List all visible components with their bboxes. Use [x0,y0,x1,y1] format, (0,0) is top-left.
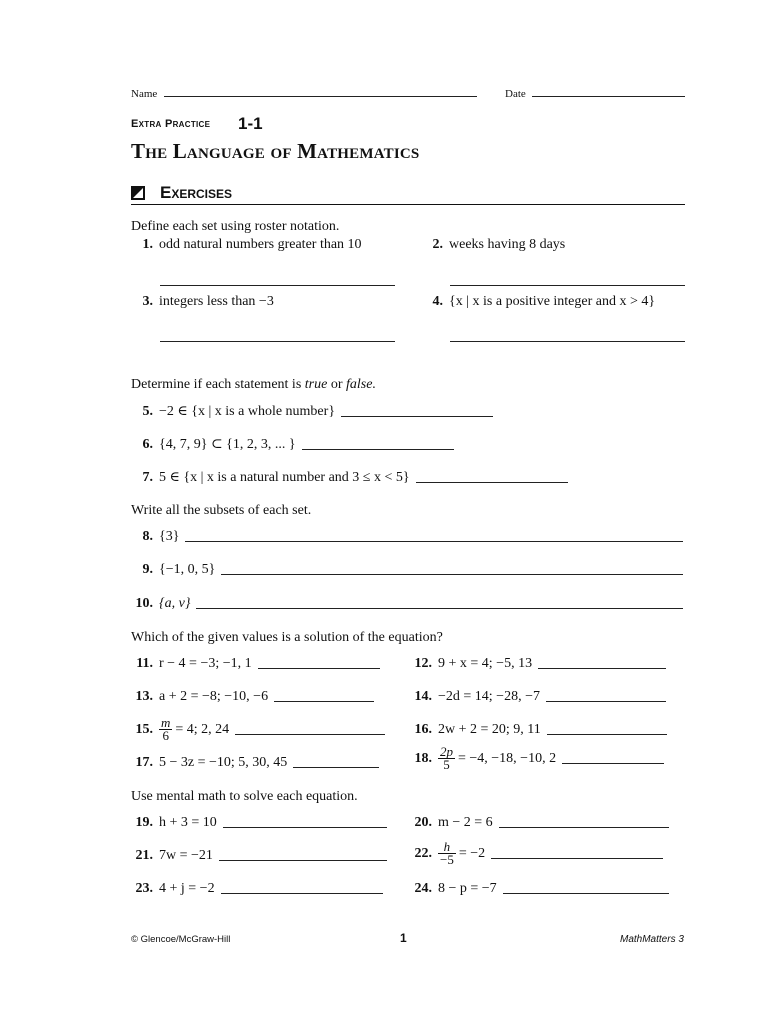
problem-text: 2w + 2 = 20; 9, 11 [438,722,541,737]
problem-text: {x | x is a positive integer and x > 4} [449,294,656,309]
problem-2 [421,237,565,253]
problem-21 [131,848,387,864]
problem-15 [131,717,385,742]
problem-number: 19. [135,815,153,830]
answer-line-11[interactable] [258,668,380,669]
problem-number: 5. [142,404,153,419]
problem-number: 13. [135,689,153,704]
answer-line-2[interactable] [450,285,685,286]
problem-18 [410,746,664,771]
problem-text: 9 + x = 4; −5, 13 [438,656,533,671]
problem-number: 16. [414,722,432,737]
problem-23 [131,881,383,897]
problem-number: 7. [142,470,153,485]
answer-line-23[interactable] [221,893,383,894]
answer-line-9[interactable] [221,574,683,575]
problem-number: 14. [414,689,432,704]
problem-number: 20. [414,815,432,830]
problem-number: 15. [135,721,153,737]
problem-number: 6. [142,437,153,452]
problem-number: 1. [142,237,153,252]
problem-number: 17. [135,755,153,770]
problem-text: 5 ∈ {x | x is a natural number and 3 ≤ x < 5} [159,470,410,485]
fraction: $\frac{2p}{5}$ [440,744,453,772]
problem-5 [131,403,493,420]
name-label: Name [131,88,158,100]
problem-1 [131,237,362,253]
exercises-icon [131,186,145,200]
problem-text: a + 2 = −8; −10, −6 [159,689,269,704]
problem-7 [131,469,568,486]
instruction-truefalse: Determine if each statement is true or false. [131,377,376,392]
date-field[interactable] [532,96,685,97]
answer-line-10[interactable] [196,608,683,609]
answer-line-8[interactable] [185,541,683,542]
problem-number: 3. [142,294,153,309]
problem-number: 21. [135,848,153,863]
page-title: The Language of Mathematics [131,139,420,163]
problem-11 [131,656,380,672]
page-number: 1 [400,931,407,945]
problem-3 [131,294,274,310]
problem-16 [410,722,667,738]
problem-number: 10. [135,596,153,611]
problem-text: −2d = 14; −28, −7 [438,689,540,704]
problem-text: integers less than −3 [159,294,274,309]
problem-number: 9. [142,562,153,577]
problem-number: 23. [135,881,153,896]
answer-line-13[interactable] [274,701,374,702]
problem-10 [131,596,683,612]
section-title: Exercises [160,183,233,202]
answer-line-22[interactable] [491,858,663,859]
problem-text: {4, 7, 9} ⊂ {1, 2, 3, ... } [159,437,296,452]
answer-line-20[interactable] [499,827,669,828]
answer-line-7[interactable] [416,482,568,483]
problem-number: 2. [432,237,443,252]
footer-book-title: MathMatters 3 [620,934,684,945]
problem-4 [421,294,655,310]
footer-copyright: © Glencoe/McGraw-Hill [131,934,231,945]
problem-12 [410,656,666,672]
problem-text: 4 + j = −2 [159,881,215,896]
date-label: Date [505,88,526,100]
problem-number: 4. [432,294,443,309]
answer-line-19[interactable] [223,827,387,828]
problem-text: m − 2 = 6 [438,815,493,830]
answer-line-15[interactable] [235,734,385,735]
problem-22 [410,841,663,866]
instruction-subsets: Write all the subsets of each set. [131,503,312,518]
problem-number: 11. [136,656,153,671]
problem-14 [410,689,666,705]
problem-text: {3} [159,529,180,544]
instruction-roster: Define each set using roster notation. [131,219,340,234]
problem-13 [131,689,374,705]
problem-text: r − 4 = −3; −1, 1 [159,656,252,671]
answer-line-1[interactable] [160,285,395,286]
problem-number: 22. [414,845,432,861]
answer-line-17[interactable] [293,767,379,768]
answer-line-12[interactable] [538,668,666,669]
problem-text: 5 − 3z = −10; 5, 30, 45 [159,755,288,770]
section-rule [131,204,685,205]
problem-19 [131,815,387,831]
answer-line-14[interactable] [546,701,666,702]
instruction-solution: Which of the given values is a solution of the equation? [131,630,443,645]
lesson-number: 1-1 [238,114,263,133]
problem-text: weeks having 8 days [449,237,566,252]
problem-24 [410,881,669,897]
problem-number: 12. [414,656,432,671]
name-field[interactable] [164,96,477,97]
extra-practice-label: Extra Practice [131,118,211,130]
answer-line-6[interactable] [302,449,454,450]
problem-text: 7w = −21 [159,848,213,863]
problem-text: h + 3 = 10 [159,815,217,830]
problem-number: 18. [414,750,432,766]
problem-9 [131,562,683,578]
problem-text: odd natural numbers greater than 10 [159,237,362,252]
answer-line-5[interactable] [341,416,493,417]
problem-20 [410,815,669,831]
problem-8 [131,529,683,545]
problem-text: = −4, −18, −10, 2 [458,750,557,766]
answer-line-18[interactable] [562,763,664,764]
answer-line-3[interactable] [160,341,395,342]
fraction: $\frac{m}{6}$ [161,715,171,743]
fraction: $\frac{h}{-5}$ [440,839,454,867]
problem-number: 24. [414,881,432,896]
problem-number: 8. [142,529,153,544]
problem-text: = 4; 2, 24 [175,721,230,737]
problem-text: {−1, 0, 5} [159,562,216,577]
problem-6 [131,436,454,453]
problem-text: −2 ∈ {x | x is a whole number} [159,404,336,419]
answer-line-24[interactable] [503,893,669,894]
instruction-mental: Use mental math to solve each equation. [131,789,358,804]
problem-text: = −2 [458,845,486,861]
problem-17 [131,755,379,771]
answer-line-16[interactable] [547,734,667,735]
answer-line-4[interactable] [450,341,685,342]
problem-text: 8 − p = −7 [438,881,497,896]
answer-line-21[interactable] [219,860,387,861]
problem-text: {a, v} [159,596,191,611]
